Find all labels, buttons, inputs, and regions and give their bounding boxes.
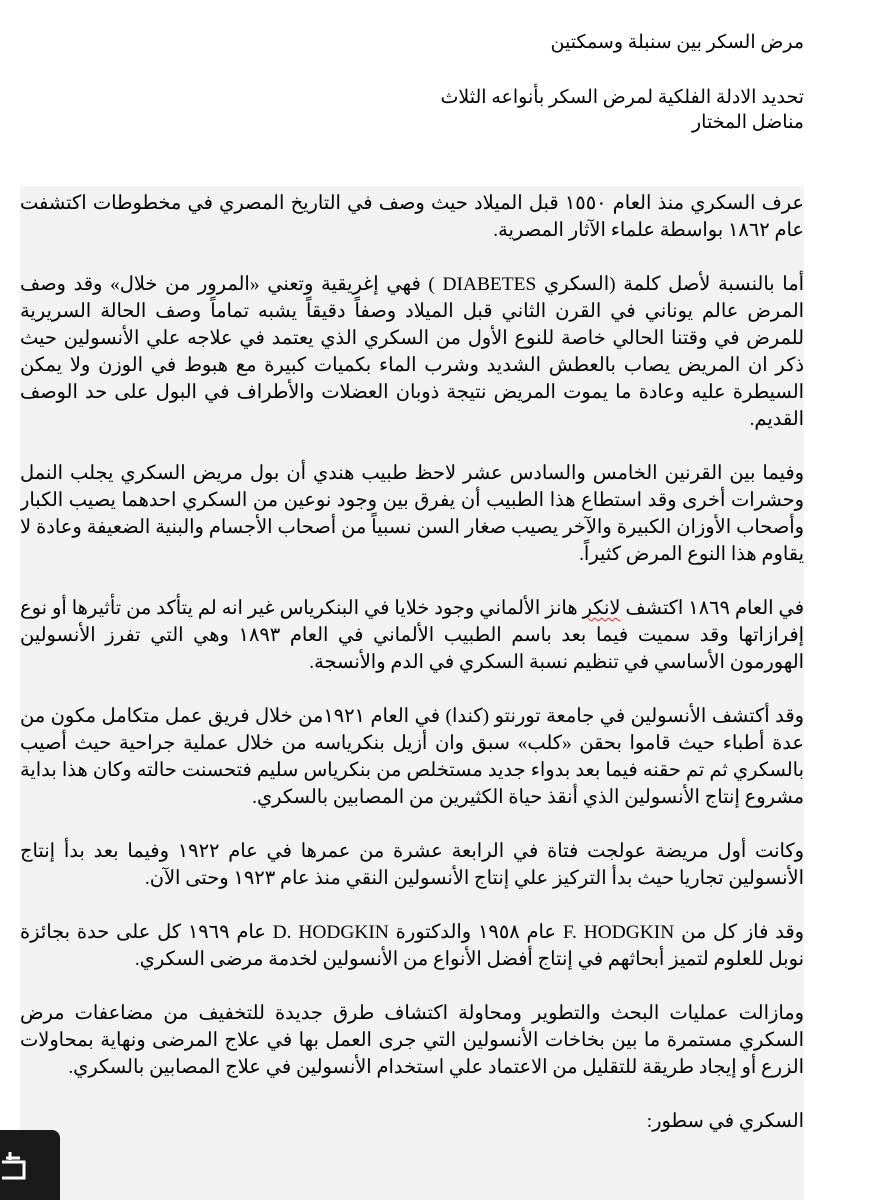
- paragraph-text: في العام ١٨٦٩ اكتشف: [620, 598, 804, 619]
- body-text: [20, 186, 804, 1135]
- paragraph: عرف السكري منذ العام ١٥٥٠ قبل الميلاد حيث وصف في التاريخ المصري في مخطوطات اكتشفت عام ١٨٦٢ بواسطة علماء الآثار المصرية.: [20, 193, 804, 241]
- share-icon[interactable]: [0, 1148, 40, 1188]
- paragraph: وقد أكتشف الأنسولين في جامعة تورنتو (كندا) في العام ١٩٢١من خلال فريق عمل متكامل مكون من عدة أطباء حيث قاموا بحقن «كلب» سبق وان أزيل بنكرياسه من خلال عملية جراحية حيث أصيب بالسكري ثم تم حقنه فيما بعد بدواء جديد مستخلص من بنكرياس سليم فتحسنت حالته وكان هذا بداية مشروع إنتاج الأنسولين الذي أنقذ حياة الكثيرين من المصابين بالسكري.: [20, 706, 804, 808]
- spellcheck-flagged-word[interactable]: لانكر: [582, 598, 621, 619]
- paragraph: وكانت أول مريضة عولجت فتاة في الرابعة عشرة من عمرها في عام ١٩٢٢ وفيما بعد بدأ إنتاج الأنسولين تجاريا حيث بدأ التركيز علي إنتاج الأنسولين النقي منذ عام ١٩٢٣ وحتى الآن.: [20, 841, 804, 889]
- document-author: مناضل المختار: [692, 112, 804, 133]
- highlighted-body: [20, 186, 804, 1200]
- paragraph-text: هانز الألماني وجود خلايا في البنكرياس غير انه لم يتأكد من تأثيرها أو نوع إفرازاتها وقد سميت فيما بعد باسم الطبيب الألماني في العام ١٨٩٣ وهي التي تفرز الأنسولين الهورمون الأساسي في تنظيم نسبة السكري في الدم والأنسجة.: [20, 598, 804, 673]
- paragraph-1869: [20, 595, 804, 676]
- document-title: مرض السكر بين سنبلة وسمكتين: [550, 32, 804, 53]
- paragraph: أما بالنسبة لأصل كلمة (السكري DIABETES ) فهي إغريقية وتعني «المرور من خلال» وقد وصف المرض عالم يوناني في القرن الثاني قبل الميلاد وصفاً دقيقاً يشبه تماماً وصف الحالة السريرية للمرض في وقتنا الحالي خاصة للنوع الأول من السكري الذي يعتمد في علاجه علي الأنسولين حيث ذكر ان المريض يصاب بالعطش الشديد وشرب الماء بكميات كبيرة مع هبوط في الوزن ولا يمكن السيطرة عليه وعادة ما يموت المريض نتيجة ذوبان العضلات والأطراف في البول على حد الوصف القديم.: [20, 274, 804, 430]
- document-header: [104, 30, 804, 135]
- document-subtitle: تحديد الادلة الفلكية لمرض السكر بأنواعه الثلاث: [440, 87, 804, 108]
- paragraph: وقد فاز كل من F. HODGKIN عام ١٩٥٨ والدكتورة D. HODGKIN عام ١٩٦٩ كل على حدة بجائزة نوبل للعلوم لتميز أبحاثهم في إنتاج أفضل الأنواع من الأنسولين لخدمة مرضى السكري.: [20, 922, 804, 970]
- overlay-tray[interactable]: [0, 1130, 60, 1200]
- paragraph: وفيما بين القرنين الخامس والسادس عشر لاحظ طبيب هندي أن بول مريض السكري يجلب النمل وحشرات أخرى وقد استطاع هذا الطبيب أن يفرق بين وجود نوعين من السكري احدهما يصيب الكبار وأصحاب الأوزان الكبيرة والآخر يصيب صغار السن نسبياً من أصحاب الأجسام والبنية الضعيفة وعادة لا يقاوم هذا النوع المرض كثيراً.: [20, 463, 804, 565]
- paragraph: ومازالت عمليات البحث والتطوير ومحاولة اكتشاف طرق جديدة للتخفيف من مضاعفات مرض السكري مستمرة ما بين بخاخات الأنسولين التي جرى العمل بها في علاج المرضى ونهاية بمحاولات الزرع أو إيجاد طريقة للتقليل من الاعتماد علي استخدام الأنسولين في علاج المصابين بالسكري.: [20, 1003, 804, 1078]
- section-heading: السكري في سطور:: [646, 1111, 804, 1132]
